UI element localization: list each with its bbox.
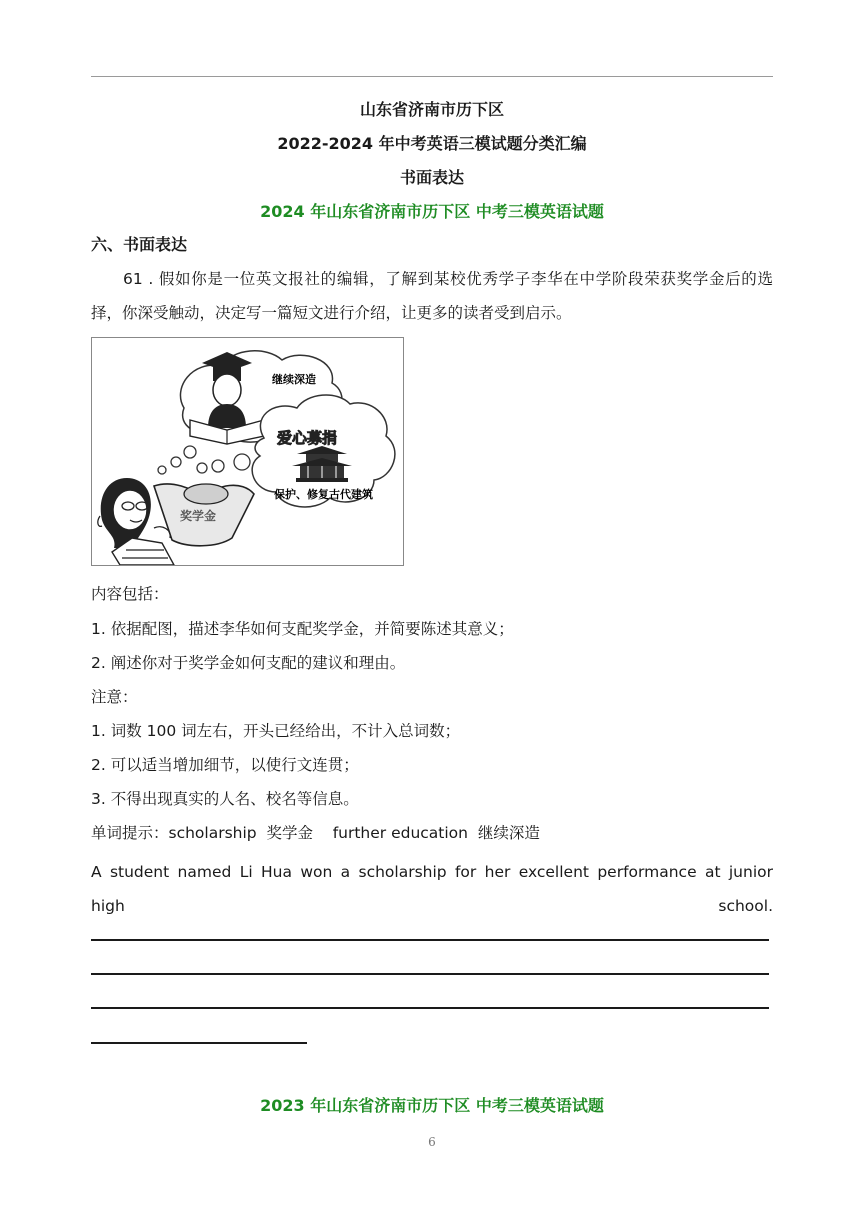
opening-line-2 bbox=[91, 889, 773, 923]
note-item-1: 1. 词数 100 词左右，开头已经给出，不计入总词数； bbox=[91, 722, 461, 740]
note-item-2: 2. 可以适当增加细节，以使行文连贯； bbox=[91, 756, 359, 774]
note-item-3: 3. 不得出现真实的人名、校名等信息。 bbox=[91, 790, 359, 808]
writing-line[interactable] bbox=[91, 1007, 769, 1009]
content-item-2: 2. 阐述你对于奖学金如何支配的建议和理由。 bbox=[91, 654, 406, 672]
cloud1-label: 继续深造 bbox=[272, 373, 316, 386]
scholarship-illustration bbox=[92, 338, 403, 565]
content-item-1: 1. 依据配图，描述李华如何支配奖学金，并简要陈述其意义； bbox=[91, 620, 514, 638]
opening-sentence bbox=[91, 855, 773, 923]
cloud2-title: 爱心募捐 bbox=[277, 429, 338, 447]
cloud2-label: 保护、修复古代建筑 bbox=[274, 488, 373, 501]
section-2024-title: 2024 年山东省济南市历下区 中考三模英语试题 bbox=[260, 202, 604, 221]
writing-line[interactable] bbox=[91, 1042, 307, 1044]
prompt-text: 61 . 假如你是一位英文报社的编辑，了解到某校优秀学子李华在中学阶段荣获奖学金后的选择，你深受触动，决定写一篇短文进行介绍，让更多的读者受到启示。 bbox=[91, 270, 773, 322]
question-prompt bbox=[91, 262, 773, 330]
opening-line-2-left: high bbox=[91, 897, 125, 915]
illustration bbox=[91, 337, 404, 566]
ingot-label: 奖学金 bbox=[180, 509, 217, 523]
notes-label: 注意： bbox=[91, 688, 138, 706]
content-label: 内容包括： bbox=[91, 585, 169, 603]
section-2023-title: 2023 年山东省济南市历下区 中考三模英语试题 bbox=[260, 1096, 604, 1115]
top-rule bbox=[91, 76, 773, 77]
section-heading: 六、书面表达 bbox=[91, 235, 188, 254]
category-title: 书面表达 bbox=[399, 168, 464, 187]
page-number: 6 bbox=[428, 1135, 436, 1149]
writing-line[interactable] bbox=[91, 973, 769, 975]
collection-title: 2022-2024 年中考英语三模试题分类汇编 bbox=[277, 134, 587, 153]
word-hint: 单词提示：scholarship 奖学金 further education 继续深造 bbox=[91, 824, 540, 842]
writing-line[interactable] bbox=[91, 939, 769, 941]
opening-line-2-right: school. bbox=[718, 897, 773, 915]
opening-line-1: A student named Li Hua won a scholarship for her excellent performance at junior bbox=[91, 863, 773, 881]
region-title: 山东省济南市历下区 bbox=[359, 100, 504, 119]
